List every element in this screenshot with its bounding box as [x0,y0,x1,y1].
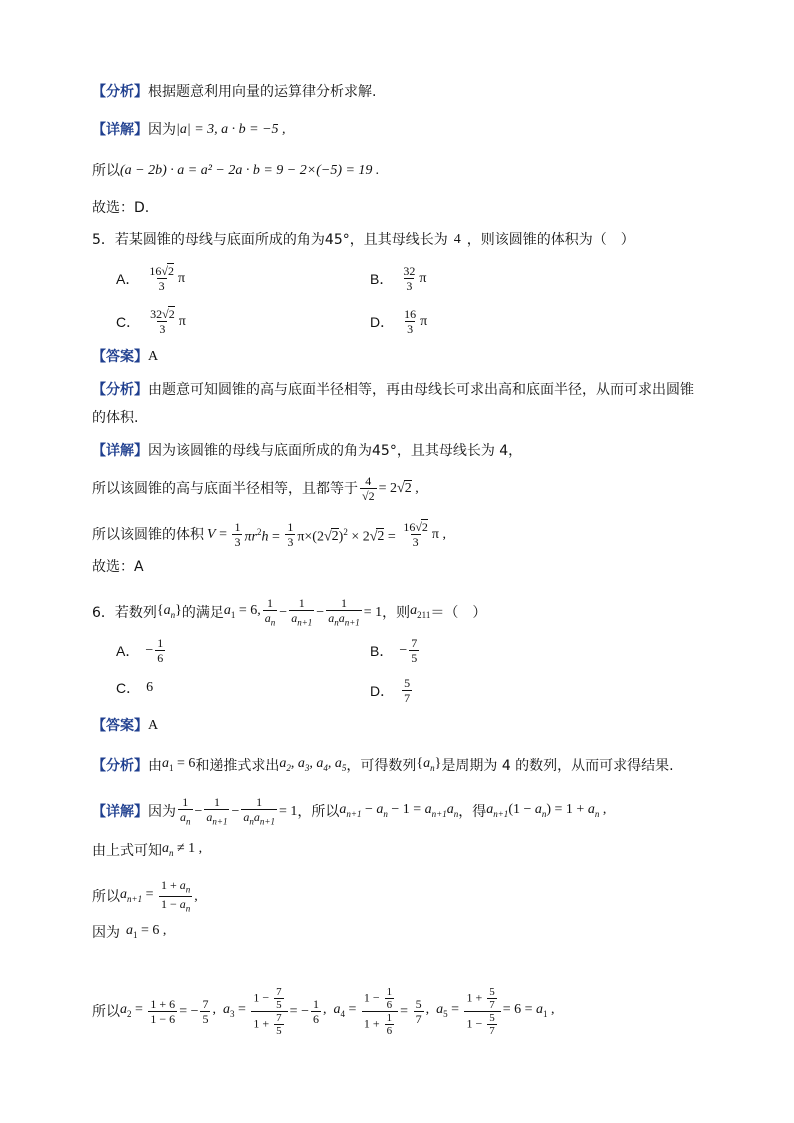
q5-option-d[interactable]: D． $\frac{16}{3}$ π [370,307,428,336]
detail-tag: 【详解】 [92,122,148,138]
q6-option-d[interactable] [370,676,414,705]
q6-option-d-label: D． [370,682,395,699]
q4-analysis-line [92,82,376,102]
q6-analysis-b: 和递推式求出 [195,757,280,774]
q5-stem-a: 5．若某圆锥的母线与底面所成的角为45°，且其母线长为 [92,232,448,248]
q6-detail-b: ，所以 [297,803,340,820]
analysis-tag: 【分析】 [92,382,148,398]
q5-detail-3: 所以该圆锥的体积 V = $\frac{1}{3}$ $\pi r^2h$ = $\frac{1}{3}$ $\pi\times(2√2)^2 \times 2√2$ = $\frac{16√2}{3}$ π , [92,520,446,549]
q6-option-b-label: B． [370,642,394,659]
q6-detail: 【详解】 因为 $\frac{1}{a_n}$ − $\frac{1}{a_{n+1}}$ − $\frac{1}{a_na_{n+1}}$ = 1 ，所以 $a_{n+1} - a_n - 1 = a_{n+1}a_n$ ，得 $a_{n+1}(1 - a_n) = 1 + a_n$ , [92,795,607,827]
q6-option-c[interactable] [116,678,153,698]
q6-option-a-label: A． [116,642,140,659]
q6-option-a-value: $\frac{1}{6}$ [157,636,164,665]
q6-answer-value: A [148,718,159,733]
q5-detail-2-prefix: 所以该圆锥的高与底面半径相等，且都等于 [92,480,358,497]
q4-analysis-text: 根据题意利用向量的运算律分析求解. [148,84,377,100]
q5-detail-2-frac: $\frac{4}{√2}$ [362,474,375,503]
q5-option-b-value: $\frac{32}{3}$ [403,264,416,293]
q6-stem-end: ＝（ ） [430,604,487,621]
q4-so-prefix: 所以 [92,163,120,179]
answer-tag: 【答案】 [92,718,148,734]
q5-option-b[interactable]: B． $\frac{32}{3}$ π [370,264,427,293]
q6-option-c-label: C． [116,680,141,696]
q5-answer-value: A [148,349,159,364]
q6-stem-mid: 的满足 [181,604,224,621]
q6-line-e: 所以 $a_2$ = $\frac{1 + 6}{1 - 6}$ = − $\frac{7}{5}$ , $a_3$ = 1 − $\frac{7}{5}$ 1 + $\frac{7}{5}$ = − $\frac{1}{6}$ , $a_4$ = 1 − $\frac{1}{6}$ 1 + $\frac{1}{6}$ = $\frac{5}{7}$ , $a_5$ = 1 + $\frac{5}{7}$ 1 − $\frac{5}{7}$ = $6 = a_1$ , [92,986,555,1037]
q6-option-a[interactable]: A． − $\frac{1}{6}$ [116,636,164,665]
q5-option-c-label: C． [116,313,141,330]
q6-analysis: 【分析】 由 $a_1 = 6$ 和递推式求出 $a_2$, $a_3$, $a_4$, $a_5$ ，可得数列 $\{a_n\}$ 是周期为 4 的数列，从而可求得结果. [92,756,674,774]
q5-choice-text: 故选：A [92,559,144,575]
q6-option-b[interactable]: B． − $\frac{7}{5}$ [370,636,418,665]
q5-stem [92,230,635,250]
q5-answer [92,347,158,367]
q6-detail-a: 因为 [148,803,176,820]
q6-line-b: 由上式可知 $a_n \ne 1$ , [92,841,203,859]
q5-option-a-value: $\frac{16√2}{3}$ [149,264,174,293]
q5-analysis-2: 的体积. [92,410,139,426]
q6-option-c-value: 6 [146,680,154,695]
q5-option-b-label: B． [370,270,394,287]
q5-option-d-label: D． [370,313,395,330]
q6-option-d-value: $\frac{5}{7}$ [404,676,411,705]
q4-detail-line [92,120,286,140]
q5-option-c[interactable]: C． $\frac{32√2}{3}$ π [116,307,186,336]
q6-stem-prefix: 6．若数列 [92,604,157,621]
q4-detail-prefix: 因为 [148,122,176,138]
q5-option-a[interactable]: A． $\frac{16√2}{3}$ π [116,264,186,293]
detail-tag: 【详解】 [92,443,148,459]
q6-answer [92,716,158,736]
q5-analysis-cont [92,408,138,428]
detail-tag: 【详解】 [92,803,148,820]
q6-line-c-text: 所以 [92,888,120,905]
q6-line-c: 所以 $a_{n+1}$ = $\frac{1 + a_n}{1 - a_n}$ , [92,878,198,914]
q5-detail-3-prefix: 所以该圆锥的体积 [92,526,204,543]
q5-option-c-value: $\frac{32√2}{3}$ [150,307,175,336]
q6-stem: 6．若数列 $\{a_n\}$ 的满足 $a_1 = 6$, $\frac{1}{a_n}$ − $\frac{1}{a_{n+1}}$ − $\frac{1}{a_na_{n+1}}$ = 1 ，则 $a_{211}$ ＝（ ） [92,596,487,628]
q4-choice [92,198,149,218]
q6-line-e-text: 所以 [92,1003,120,1020]
q5-stem-b: 4 [453,232,461,247]
answer-tag: 【答案】 [92,349,148,365]
q6-analysis-c: ，可得数列 [346,757,417,774]
q5-detail-2 [92,474,419,503]
q5-detail-2-result: = 2√2 , [378,480,419,496]
q5-option-a-label: A． [116,270,140,287]
q6-line-d: 因为 $a_1 = 6$ , [92,923,167,941]
q6-detail-c: ，得 [458,803,487,820]
q6-line-d-text: 因为 [92,924,120,941]
q5-analysis [92,380,694,400]
q5-option-d-value: $\frac{16}{3}$ [404,307,417,336]
analysis-tag: 【分析】 [92,84,148,100]
q4-so-expr: (a − 2b) · a = a² − 2a · b = 9 − 2×(−5) = 19 . [120,163,380,178]
q5-choice [92,557,144,577]
q6-analysis-a: 由 [148,757,162,774]
q6-line-b-text: 由上式可知 [92,842,162,859]
q6-analysis-d: 是周期为 4 的数列，从而可求得结果. [441,757,674,774]
q5-detail-1-text: 因为该圆锥的母线与底面所成的角为45°，且其母线长为 4， [148,443,523,459]
q4-detail-expr: |a| = 3, a · b = −5 , [176,122,286,137]
q5-detail-1 [92,441,522,461]
q6-stem-suffix: ，则 [382,604,411,621]
q4-so-line [92,161,379,181]
analysis-tag: 【分析】 [92,757,148,774]
q4-choice-text: 故选：D. [92,200,150,216]
q6-option-b-value: $\frac{7}{5}$ [411,636,418,665]
q5-stem-c: ，则该圆锥的体积为（ ） [466,232,635,248]
q5-analysis-1: 由题意可知圆锥的高与底面半径相等，再由母线长可求出高和底面半径，从而可求出圆锥 [148,382,694,398]
